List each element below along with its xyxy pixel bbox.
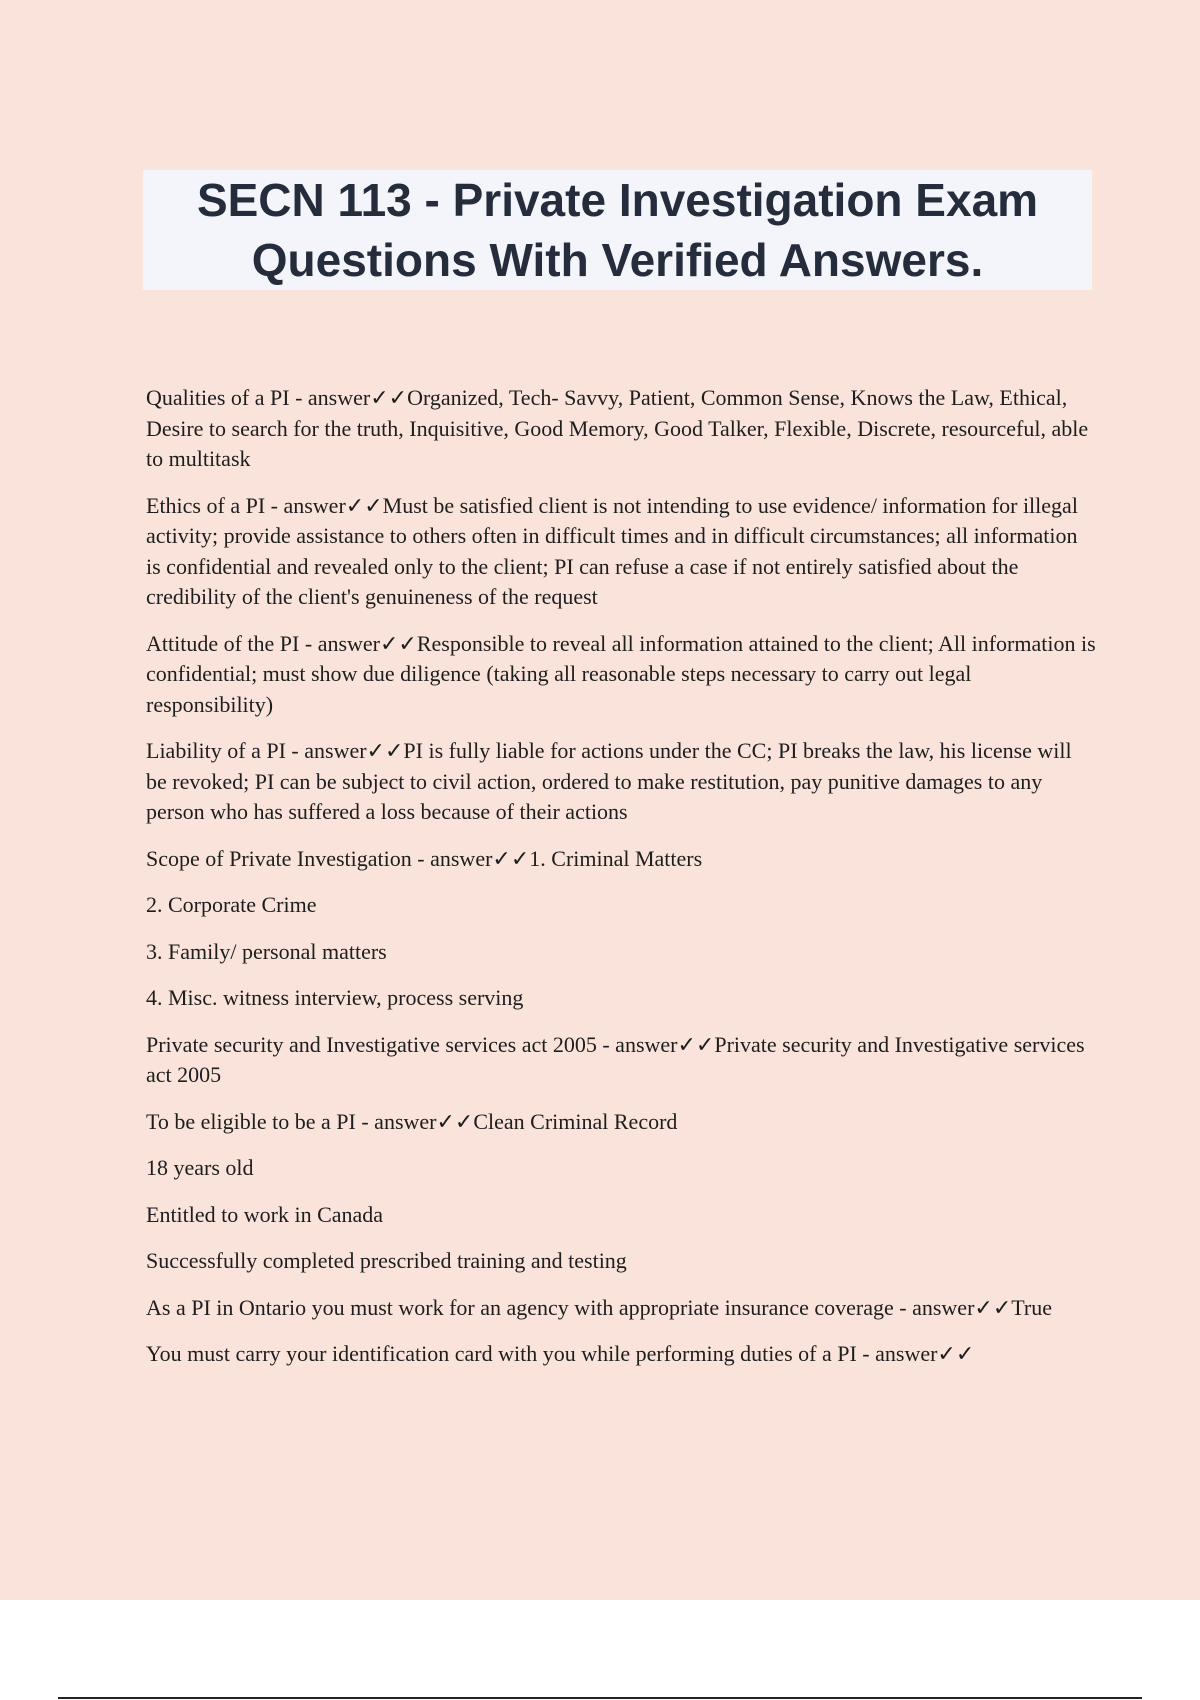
qa-paragraph: Attitude of the PI - answer✓✓Responsible to reveal all information attained to the client; All information is confidential; must show due diligence (taking all reasonable steps necessary to carry out legal responsibility) (146, 630, 1096, 717)
document-title (197, 170, 1038, 290)
qa-paragraph: 18 years old (146, 1155, 254, 1180)
qa-paragraph: You must carry your identification card with you while performing duties of a PI - answer✓✓ (146, 1341, 975, 1366)
qa-paragraph: Scope of Private Investigation - answer✓✓1. Criminal Matters (146, 845, 703, 871)
page-divider (58, 1697, 1142, 1699)
qa-paragraph: Entitled to work in Canada (146, 1201, 384, 1227)
qa-paragraph: Private security and Investigative services act 2005 - answer✓✓Private security and Investigative services act 2005 (146, 1031, 1085, 1087)
qa-list (146, 383, 1096, 1386)
qa-paragraph: Liability of a PI - answer✓✓PI is fully liable for actions under the CC; PI breaks the law, his license will be revoked; PI can be subject to civil action, ordered to make restitution, pay punitive damages to any person who has suffered a loss because of their actions (146, 738, 1072, 824)
qa-paragraph: As a PI in Ontario you must work for an agency with appropriate insurance coverage - answer✓✓True (146, 1294, 1053, 1320)
qa-paragraph: To be eligible to be a PI - answer✓✓Clean Criminal Record (146, 1108, 678, 1134)
qa-paragraph: 4. Misc. witness interview, process serving (146, 985, 524, 1010)
qa-paragraph: 3. Family/ personal matters (146, 938, 387, 964)
title-banner (143, 170, 1092, 290)
qa-paragraph: Qualities of a PI - answer✓✓Organized, Tech- Savvy, Patient, Common Sense, Knows the Law, Ethical, Desire to search for the truth, Inquisitive, Good Memory, Good Talker, Flexible, Discrete, resourceful, able to multitask (146, 385, 1089, 471)
title-line-2: Questions With Verified Answers. (251, 234, 984, 286)
qa-paragraph: Successfully completed prescribed training and testing (146, 1248, 627, 1273)
title-line-1: SECN 113 - Private Investigation Exam (196, 174, 1039, 226)
qa-paragraph: Ethics of a PI - answer✓✓Must be satisfied client is not intending to use evidence/ information for illegal activity; provide assistance to others often in difficult times and in difficult circumstances; all information is confidential and revealed only to the client; PI can refuse a case if not entirely satisfied about the credibility of the client's genuineness of the request (146, 492, 1078, 609)
qa-paragraph: 2. Corporate Crime (146, 892, 317, 917)
